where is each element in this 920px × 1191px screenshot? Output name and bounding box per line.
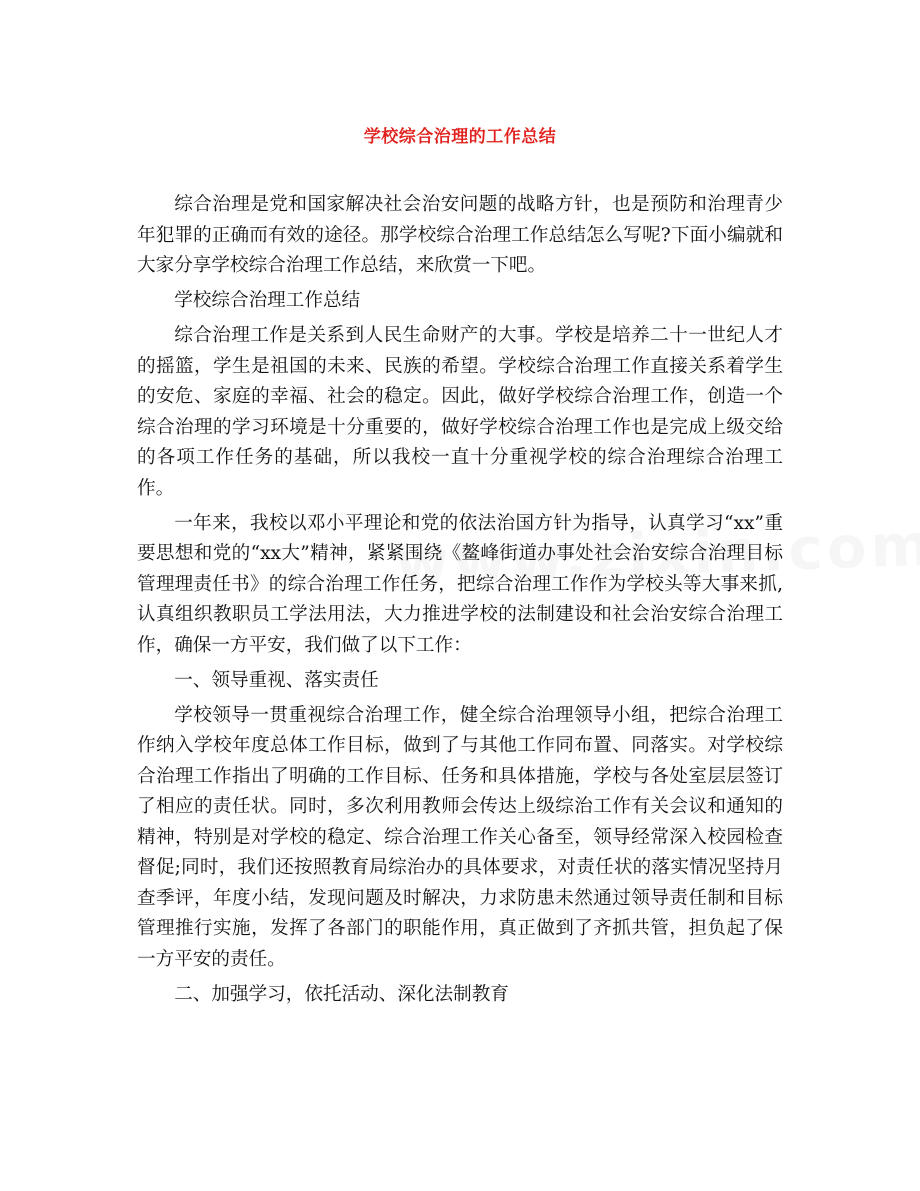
body-paragraph: 学校领导一贯重视综合治理工作，健全综合治理领导小组，把综合治理工作纳入学校年度总体工作目标，做到了与其他工作同布置、同落实。对学校综合治理工作指出了明确的工作目标、任务和具体措施，学校与各处室层层签订了相应的责任状。同时，多次利用教师会传达上级综治工作有关会议和通知的精神，特别是对学校的稳定、综合治理工作关心备至，领导经常深入校园检查督促;同时，我们还按照教育局综治办的具体要求，对责任状的落实情况坚持月查季评，年度小结，发现问题及时解决，力求防患未然通过领导责任制和目标管理推行实施，发挥了各部门的职能作用，真正做到了齐抓共管，担负起了保一方平安的责任。 <box>137 704 783 970</box>
section-heading-summary: 学校综合治理工作总结 <box>174 290 361 312</box>
intro-paragraph: 综合治理是党和国家解决社会治安问题的战略方针，也是预防和治理青少年犯罪的正确而有效的途径。那学校综合治理工作总结怎么写呢?下面小编就和大家分享学校综合治理工作总结，来欣赏一下吧。 <box>137 194 783 276</box>
section-heading-1: 一、领导重视、落实责任 <box>174 669 379 691</box>
document-title: 学校综合治理的工作总结 <box>363 127 557 147</box>
body-paragraph: 一年来，我校以邓小平理论和党的依法治国方针为指导，认真学习“xx”重要思想和党的“xx大”精神，紧紧围绕《鳌峰街道办事处社会治安综合治理目标管理理责任书》的综合治理工作任务，把综合治理工作作为学校头等大事来抓,认真组织教职员工学法用法，大力推进学校的法制建设和社会治安综合治理工作，确保一方平安，我们做了以下工作： <box>137 512 783 656</box>
section-heading-2: 二、加强学习，依托活动、深化法制教育 <box>174 984 509 1006</box>
body-paragraph: 综合治理工作是关系到人民生命财产的大事。学校是培养二十一世纪人才的摇篮，学生是祖国的未来、民族的希望。学校综合治理工作直接关系着学生的安危、家庭的幸福、社会的稳定。因此，做好学校综合治理工作，创造一个综合治理的学习环境是十分重要的，做好学校综合治理工作也是完成上级交给的各项工作任务的基础，所以我校一直十分重视学校的综合治理综合治理工作。 <box>137 325 783 499</box>
document-body <box>137 190 783 1015</box>
